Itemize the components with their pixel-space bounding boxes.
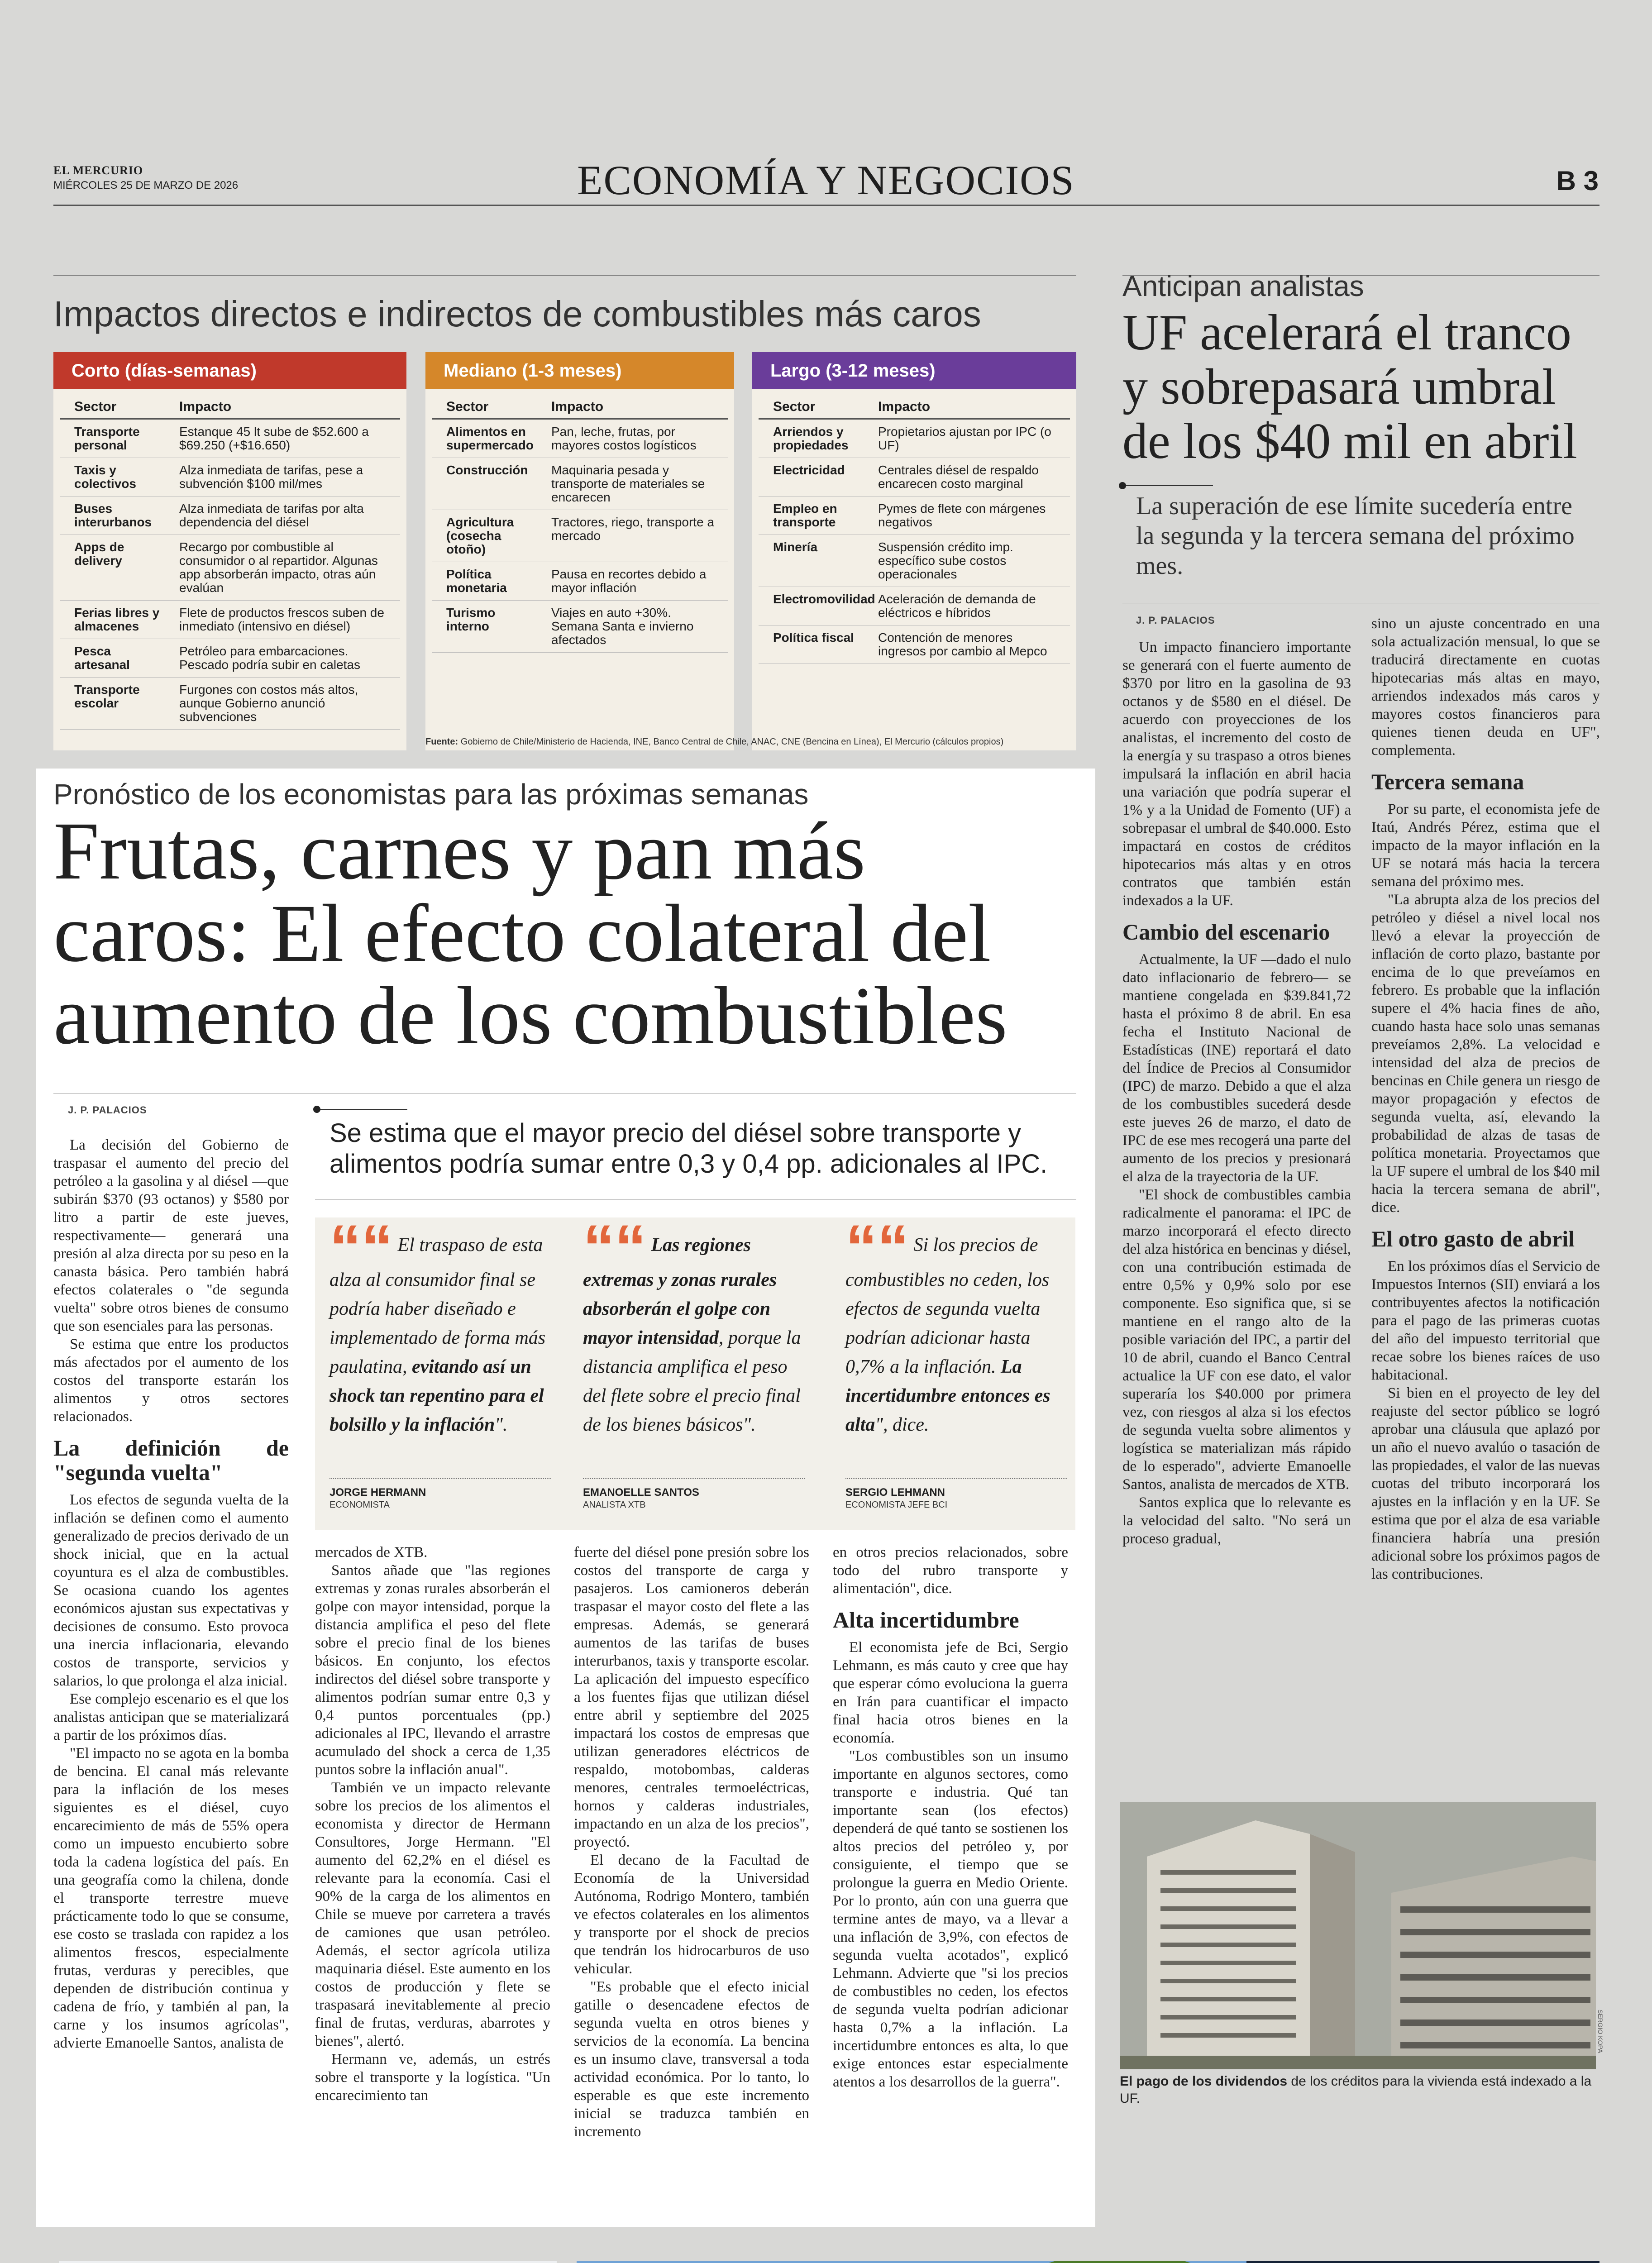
sector-cell: Ferias libres y almacenes (74, 606, 160, 633)
sector-cell: Transporte personal (74, 425, 140, 452)
buildings-illustration (1120, 1802, 1596, 2069)
quote-author: JORGE HERMANN (329, 1486, 426, 1499)
right-sub-bullet (1119, 482, 1126, 489)
sector-cell: Taxis y colectivos (74, 463, 136, 491)
sector-cell: Política fiscal (773, 630, 854, 645)
info-top-rule (53, 275, 1076, 276)
paragraph: "La abrupta alza de los precios del petróleo y diésel a nivel local nos llevó a elevar la proyección de inflación de corto plazo, bastante por encima de lo que preveíamos en febrero. Es probable que la inflación supere el 4% hacia fines de año, cuando hasta hace solo unas semanas preveíamos 2,8%. La velocidad e intensidad del alza de precios de bencinas en Chile genera un riesgo de mayor propagación y efectos de segunda vuelta, así, elevando la probabilidad de alzas de tasas de política monetaria. Proyectamos que la UF supere el umbral de los $40 mil hacia la tercera semana de abril", dice. (1371, 892, 1600, 1216)
subheading: Alta incertidumbre (833, 1607, 1019, 1633)
quote-author: EMANOELLE SANTOS (583, 1486, 699, 1499)
impact-cell: Aceleración de demanda de eléctricos e híbridos (878, 592, 1036, 620)
paragraph: Santos explica que lo relevante es la velocidad del salto. "No será un proceso gradual, (1122, 1494, 1351, 1547)
header-rule (53, 205, 1599, 206)
quote-mark-icon: ““ (583, 1212, 646, 1283)
infographic-source: Fuente: Gobierno de Chile/Ministerio de Hacienda, INE, Banco Central de Chile, ANAC, CNE (Bencina en Línea), El Mercurio (cálculos propios) (425, 737, 1004, 747)
right-column-1 (1122, 638, 1351, 1548)
sector-cell: Pesca artesanal (74, 644, 130, 672)
card-row (759, 625, 1070, 664)
main-column-4 (833, 1543, 1068, 2091)
photo-credit: SERGIO KOPA (1597, 2010, 1604, 2053)
card-row (759, 458, 1070, 497)
main-sub-rule (317, 1109, 407, 1110)
card-row (759, 535, 1070, 587)
impact-cell: Alza inmediata de tarifas, pese a subvención $100 mil/mes (179, 463, 363, 491)
right-byline: J. P. PALACIOS (1136, 615, 1215, 626)
sector-cell: Transporte escolar (74, 683, 140, 710)
paragraph: "El shock de combustibles cambia radicalmente el panorama: el IPC de marzo incorporará el efecto directo del alza histórica en bencinas y diésel, con una contribución estimada de entre 0,5% y 0,9% solo por ese componente. Eso significa que, si se mantiene en el rango alto de la posible variación del IPC, a partir del 10 de abril, cuando el Banco Central actualice la UF con ese dato, el valor superaría los $40.000 por primera vez, con riesgos al alza si los efectos de segunda vuelta sobre alimentos y logística se materializan más rápido de lo esperado", advierte Emanoelle Santos, analista de mercados de XTB. (1122, 1187, 1351, 1493)
sector-cell: Política monetaria (446, 567, 507, 595)
sector-cell: Electromovilidad (773, 592, 875, 606)
impact-card (53, 352, 406, 750)
card-title: Mediano (1-3 meses) (425, 352, 734, 389)
subheading: El otro gasto de abril (1371, 1226, 1575, 1251)
quote-author-role: ECONOMISTA JEFE BCI (845, 1500, 948, 1510)
main-subhead: Se estima que el mayor precio del diésel sobre transporte y alimentos podría sumar entre 0,3 y 0,4 pp. adicionales al IPC. (329, 1118, 1048, 1179)
card-row (432, 420, 728, 458)
paragraph: Actualmente, la UF —dado el nulo dato inflacionario de febrero— se mantiene congelada en $39.841,72 hasta el próximo 8 de abril. En esa fecha el Instituto Nacional de Estadísticas (INE) reportará el dato del Índice de Precios al Consumidor (IPC) de marzo. Debido a que el alza de los combustibles sucederá desde este jueves 26 de marzo, el dato de IPC de ese mes recogerá una parte del aumento de los precios y presionará el alza de la trayectoria de la UF. (1122, 951, 1351, 1185)
card-row (60, 458, 400, 497)
right-column-2 (1371, 615, 1600, 1583)
card-row (432, 458, 728, 510)
main-kicker: Pronóstico de los economistas para las próximas semanas (53, 778, 809, 811)
quote-rule (845, 1478, 1067, 1479)
quote-mark-icon: ““ (845, 1212, 909, 1283)
impact-cell: Estanque 45 lt sube de $52.600 a $69.250 (+$16.650) (179, 425, 369, 452)
impact-cell: Viajes en auto +30%. Semana Santa e invierno afectados (551, 606, 694, 647)
pull-quote: ““ Las regiones extremas y zonas rurales absorberán el golpe con mayor intensidad, porque la distancia amplifica el peso del flete sobre el precio final de los bienes básicos". (583, 1212, 801, 1435)
paragraph: "Es probable que el efecto inicial gatille o desencadene efectos de segunda vuelta en otros bienes y servicios de la economía. La bencina es un insumo clave, transversal a toda actividad económica. Por lo tanto, lo esperable es que este incremento inicial se traduzca también en incremento (574, 1979, 809, 2140)
main-column-1 (53, 1136, 289, 2052)
impact-card (752, 352, 1076, 750)
card-column-headers: Sector Impacto (432, 389, 728, 420)
main-byline: J. P. PALACIOS (68, 1104, 147, 1116)
card-column-headers: Sector Impacto (759, 389, 1070, 420)
card-column-headers: Sector Impacto (60, 389, 400, 420)
paragraph: en otros precios relacionados, sobre todo del rubro transporte y alimentación", dice. (833, 1544, 1068, 1597)
subheading: Tercera semana (1371, 769, 1524, 794)
impact-cell: Propietarios ajustan por IPC (o UF) (878, 425, 1051, 452)
card-row (759, 497, 1070, 535)
impact-cell: Suspensión crédito imp. específico sube costos operacionales (878, 540, 1013, 581)
paragraph: El economista jefe de Bci, Sergio Lehmann, es más cauto y cree que hay que esperar cómo evoluciona la guerra en Irán para cuantificar el impacto final hacia otros bienes en la economía. (833, 1639, 1068, 1746)
impact-cell: Recargo por combustible al consumidor o al repartidor. Algunas app absorberán impacto, otras aún evalúan (179, 540, 378, 595)
main-sub-bullet (313, 1106, 320, 1113)
section-title: ECONOMÍA Y NEGOCIOS (577, 157, 1075, 203)
main-headline: Frutas, carnes y pan más caros: El efecto colateral del aumento de los combustibles (53, 806, 1007, 1061)
paragraph: fuerte del diésel pone presión sobre los costos del transporte de carga y pasajeros. Los camioneros deberán traspasar el mayor costo del flete a las empresas. Además, se generará aumentos de las tarifas de buses interurbanos, taxis y transporte escolar. La aplicación del impuesto específico a los fuentes fijas que utilizan diésel entre abril y septiembre del 2025 impactará los costos de empresas que utilizan generadores eléctricos de respaldo, motobombas, calderas menores, centrales termoeléctricas, hornos y calderas industriales, impactando en un alza de los precios", proyectó. (574, 1544, 809, 1850)
photo-caption: El pago de los dividendos de los créditos para la vivienda está indexado a la UF. (1120, 2074, 1592, 2106)
card-row (432, 601, 728, 653)
paragraph: "El impacto no se agota en la bomba de bencina. El canal más relevante para la inflación de los meses siguientes es el diésel, cuyo encarecimiento de más de 55% opera como un impuesto encubierto sobre toda la cadena logística del país. En una geografía como la chilena, donde el transporte terrestre mueve prácticamente todo lo que se consume, ese costo se traslada con rapidez a los alimentos frescos, especialmente frutas, verduras y perecibles, que dependen de distribución continua y cadena de frío, y también al pan, la carne y los insumos agrícolas", advierte Emanoelle Santos, analista de (53, 1745, 289, 2051)
impact-cell: Contención de menores ingresos por cambio al Mepco (878, 630, 1047, 658)
pianist-photo (59, 2261, 557, 2263)
subheading: Cambio del escenario (1122, 919, 1330, 945)
gps-info-panel (1246, 2261, 1599, 2263)
impact-cell: Alza inmediata de tarifas por alta dependencia del diésel (179, 501, 364, 529)
pull-quote: ““ Si los precios de combustibles no ceden, los efectos de segunda vuelta podrían adicionar hasta 0,7% a la inflación. La incertidumbre entonces es alta", dice. (845, 1212, 1050, 1435)
paragraph: Se estima que entre los productos más afectados por el aumento de los costos del transporte estarán los alimentos y otros sectores relacionados. (53, 1336, 289, 1425)
paragraph: La decisión del Gobierno de traspasar el aumento del precio del petróleo a la gasolina y al diésel —que subirán $370 (93 octanos) y $580 por litro a partir de este jueves, respectivamente— generará una presión al alza directa por su peso en la canasta básica. Pero también habrá efectos colaterales o "de segunda vuelta" sobre otros bienes de consumo que son esenciales para las personas. (53, 1137, 289, 1334)
pianist-silhouette (59, 2261, 557, 2263)
building-photo (1120, 1802, 1596, 2069)
pull-quote: ““ El traspaso de esta alza al consumidor final se podría haber diseñado e implementado de forma más paulatina, evitando así un shock tan repentino para el bolsillo y la inflación". (329, 1212, 546, 1435)
club-lectores-ad[interactable] (59, 2261, 557, 2263)
card-title: Largo (3-12 meses) (752, 352, 1076, 389)
paragraph: El decano de la Facultad de Economía de la Universidad Autónoma, Rodrigo Montero, también ve efectos colaterales en los alimentos y transporte por el shock de precios que tendrán los hidrocarburos de uso vehicular. (574, 1852, 809, 1977)
quote-mark-icon: ““ (329, 1212, 393, 1283)
sector-cell: Construcción (446, 463, 528, 477)
right-headline: UF acelerará el tranco y sobrepasará umbral de los $40 mil en abril (1122, 305, 1577, 469)
subheading: La definición de "segunda vuelta" (53, 1435, 289, 1485)
paragraph: Santos añade que "las regiones extremas y zonas rurales absorberán el golpe con mayor intensidad, porque la distancia amplifica el peso del flete sobre el precio final de los bienes básicos. En conjunto, los efectos indirectos del diésel sobre transporte y alimentos podrían sumar entre 0,3 y 0,4 puntos porcentuales (pp.) adicionales al IPC, llevando el arrastre acumulado del shock a cerca de 1,35 puntos sobre la inflación anual". (315, 1562, 550, 1778)
sector-cell: Turismo interno (446, 606, 496, 633)
sector-cell: Alimentos en supermercado (446, 425, 534, 452)
card-row (60, 497, 400, 535)
right-subhead: La superación de ese límite sucedería entre la segunda y la tercera semana del próximo mes. (1136, 492, 1575, 580)
paragraph: Los efectos de segunda vuelta de la inflación se definen como el aumento generalizado de precios derivado de un shock inicial, que en la actual coyuntura es el alza de combustibles. Se ocasiona cuando los agentes económicos ajustan sus expectativas y decisiones de consumo. Esto provoca una inercia inflacionaria, elevando costos de transporte, servicios y salarios, lo que prolonga el alza inicial. (53, 1492, 289, 1689)
impact-card (425, 352, 734, 750)
quote-top-rule (315, 1199, 1076, 1200)
sector-cell: Buses interurbanos (74, 501, 152, 529)
sector-cell: Empleo en transporte (773, 501, 837, 529)
paragraph: En los próximos días el Servicio de Impuestos Internos (SII) enviará a los contribuyentes afectos la notificación para el pago de las primeras cuotas del año del impuesto territorial que recae sobre los bienes raíces de uso habitacional. (1371, 1258, 1600, 1383)
hacienda-photos (577, 2261, 1246, 2263)
paragraph: sino un ajuste concentrado en una sola actualización mensual, lo que se traducirá directamente en cuotas hipotecarias más altas en mayo, arriendos indexados más caros y mayores costos financieros para quienes tienen deuda en UF", complementa. (1371, 616, 1600, 759)
sector-cell: Apps de delivery (74, 540, 124, 568)
card-row (60, 420, 400, 458)
card-row (60, 678, 400, 730)
impact-cell: Petróleo para embarcaciones. Pescado podría subir en caletas (179, 644, 361, 672)
impact-cell: Pausa en recortes debido a mayor inflación (551, 567, 707, 595)
paragraph: Si bien en el proyecto de ley del reajuste del sector público se logró aprobar una cláusula que aplazó por un año el nuevo avalúo o tasación de las propiedades, el valor de las nuevas cuotas del tributo incorporará los ajustes en la inflación y en la UF. Se estima que por el alza de esa variable financiera habría una presión adicional sobre los próximos pagos de las contribuciones. (1371, 1385, 1600, 1582)
card-row (60, 639, 400, 678)
right-sub-rule (1122, 485, 1213, 486)
impact-cell: Centrales diésel de respaldo encarecen costo marginal (878, 463, 1039, 491)
quote-rule (329, 1478, 551, 1479)
hacienda-viluco-ad[interactable] (577, 2261, 1246, 2263)
main-column-3 (574, 1543, 809, 2141)
quote-author-role: ANALISTA XTB (583, 1500, 646, 1510)
infographic-title: Impactos directos e indirectos de combustibles más caros (53, 294, 981, 334)
card-row (432, 510, 728, 562)
main-column-2 (315, 1543, 550, 2105)
paragraph: Ese complejo escenario es el que los analistas anticipan que se materializará a partir de los próximos días. (53, 1691, 289, 1743)
sector-cell: Electricidad (773, 463, 845, 477)
card-row (759, 587, 1070, 625)
card-row (432, 562, 728, 601)
publication-date: MIÉRCOLES 25 DE MARZO DE 2026 (53, 179, 239, 191)
card-row (759, 420, 1070, 458)
paragraph: Hermann ve, además, un estrés sobre el transporte y la logística. "Un encarecimiento tan (315, 2051, 550, 2104)
sector-cell: Minería (773, 540, 818, 554)
paragraph: Por su parte, el economista jefe de Itaú, Andrés Pérez, estima que el impacto de la mayor inflación en la UF se notará más hacia la tercera semana del próximo mes. (1371, 801, 1600, 890)
newspaper-brand: EL MERCURIO (53, 164, 143, 177)
sector-cell: Agricultura (cosecha otoño) (446, 515, 514, 556)
paragraph: mercados de XTB. (315, 1544, 428, 1561)
quote-author: SERGIO LEHMANN (845, 1486, 945, 1499)
quote-author-role: ECONOMISTA (329, 1500, 390, 1510)
impact-cell: Pan, leche, frutas, por mayores costos logísticos (551, 425, 697, 452)
sector-cell: Arriendos y propiedades (773, 425, 849, 452)
impact-cell: Tractores, riego, transporte a mercado (551, 515, 715, 543)
quote-rule (583, 1478, 805, 1479)
paragraph: Un impacto financiero importante se generará con el fuerte aumento de $370 por litro en la gasolina de 93 octanos y de $580 en el diésel. De acuerdo con proyecciones de los analistas, el incremento del costo de la energía y su traspaso a otros bienes impulsará la inflación en abril hacia una variación que podría superar el 1% y a la Unidad de Fomento (UF) a sobrepasar el umbral de $40.000. Esto impactará en costos de créditos hipotecarios más altas y en otros contratos que también están indexados a la UF. (1122, 639, 1351, 909)
page-number: B 3 (1556, 166, 1599, 196)
right-kicker: Anticipan analistas (1122, 270, 1364, 302)
impact-cell: Pymes de flete con márgenes negativos (878, 501, 1046, 529)
card-row (60, 535, 400, 601)
impact-cell: Flete de productos frescos suben de inmediato (intensivo en diésel) (179, 606, 384, 633)
impact-cell: Maquinaria pesada y transporte de materiales se encarecen (551, 463, 705, 504)
paragraph: También ve un impacto relevante sobre los precios de los alimentos el economista y director de Hermann Consultores, Jorge Hermann. "El aumento del 62,2% en el diésel es relevante para la economía. Casi el 90% de la carga de los alimentos en Chile se mueve por carretera a través de camiones que usan petróleo. Además, el sector agrícola utiliza maquinaria diésel. Este aumento en los costos de producción y flete se traspasará inevitablemente al precio final de frutas, verduras, abarrotes y bienes", alertó. (315, 1780, 550, 2049)
card-title: Corto (días-semanas) (53, 352, 406, 389)
paragraph: "Los combustibles son un insumo importante en algunos sectores, como transporte e industria. Qué tan importante sean (los efectos) dependerá de qué tanto se sostienen los altos precios del petróleo y, por consiguiente, el tiempo que se prolongue la guerra en Medio Oriente. Por lo pronto, aún con una guerra que termine antes de mayo, va a llevar a una inflación de 3,9%, con efectos de segunda vuelta acotados", explicó Lehmann. Advierte que "si los precios de combustibles no ceden, los efectos de segunda vuelta podrían adicionar hasta 0,7% a la inflación. La incertidumbre entonces es alta, lo que exige entonces estar especialmente atentos a los desarrollos de la guerra". (833, 1748, 1068, 2090)
impact-cell: Furgones con costos más altos, aunque Gobierno anunció subvenciones (179, 683, 358, 724)
card-row (60, 601, 400, 639)
